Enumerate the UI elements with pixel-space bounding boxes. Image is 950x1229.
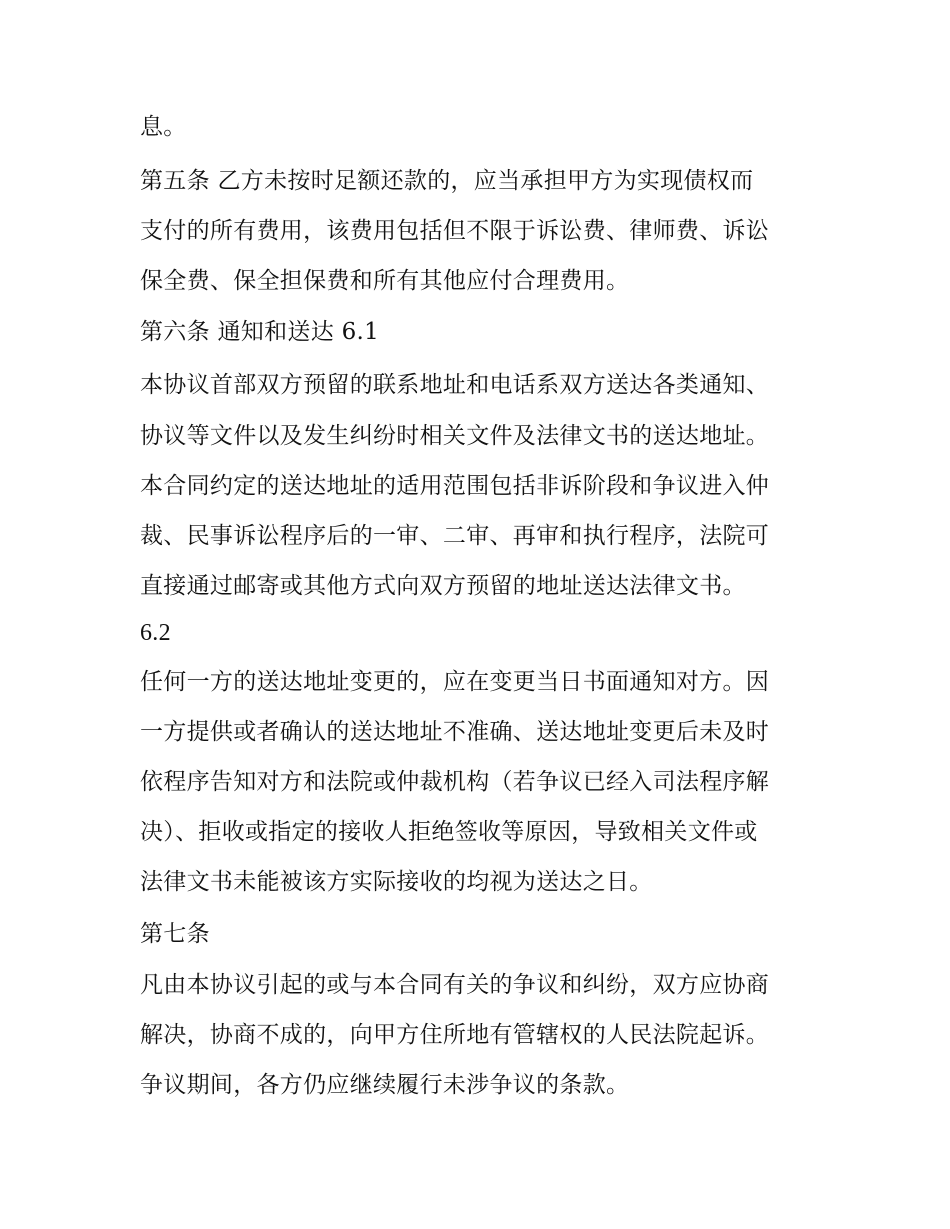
text-line: 直接通过邮寄或其他方式向双方预留的地址送达法律文书。 bbox=[140, 573, 746, 599]
text-line: 争议期间，各方仍应继续履行未涉争议的条款。 bbox=[140, 1072, 630, 1098]
text-line: 本合同约定的送达地址的适用范围包括非诉阶段和争议进入仲 bbox=[140, 473, 770, 499]
text-line: 保全费、保全担保费和所有其他应付合理费用。 bbox=[140, 268, 630, 294]
text-line: 一方提供或者确认的送达地址不准确、送达地址变更后未及时 bbox=[140, 719, 770, 745]
text-line: 裁、民事诉讼程序后的一审、二审、再审和执行程序，法院可 bbox=[140, 523, 770, 549]
text-line: 本协议首部双方预留的联系地址和电话系双方送达各类通知、 bbox=[140, 372, 770, 398]
section-heading: 第七条 bbox=[140, 921, 210, 947]
subsection-number: 6.2 bbox=[140, 620, 171, 646]
text-line: 解决，协商不成的，向甲方住所地有管辖权的人民法院起诉。 bbox=[140, 1022, 770, 1048]
text-line: 依程序告知对方和法院或仲裁机构（若争议已经入司法程序解 bbox=[140, 769, 770, 795]
text-line: 第五条 乙方未按时足额还款的，应当承担甲方为实现债权而 bbox=[140, 168, 754, 194]
text-line: 息。 bbox=[140, 114, 187, 140]
text-line: 支付的所有费用，该费用包括但不限于诉讼费、律师费、诉讼 bbox=[140, 218, 770, 244]
text-line: 决）、拒收或指定的接收人拒绝签收等原因，导致相关文件或 bbox=[140, 819, 758, 845]
text-line: 凡由本协议引起的或与本合同有关的争议和纠纷，双方应协商 bbox=[140, 972, 770, 998]
text-line: 协议等文件以及发生纠纷时相关文件及法律文书的送达地址。 bbox=[140, 423, 770, 449]
text-line: 法律文书未能被该方实际接收的均视为送达之日。 bbox=[140, 869, 653, 895]
text-line: 任何一方的送达地址变更的，应在变更当日书面通知对方。因 bbox=[140, 669, 770, 695]
section-heading: 第六条 通知和送达 6.1 bbox=[140, 319, 380, 345]
